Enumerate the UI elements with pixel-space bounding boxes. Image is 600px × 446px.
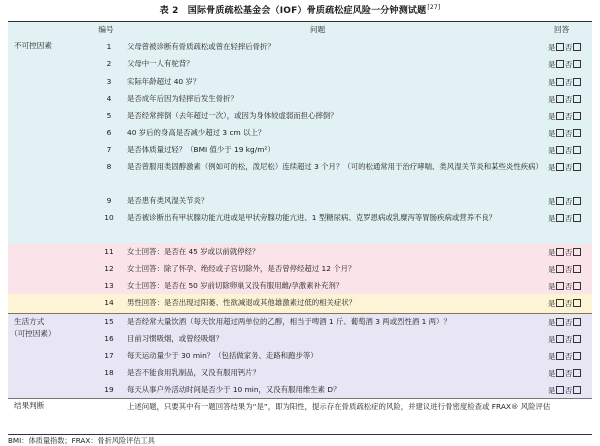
table-title bbox=[0, 3, 600, 16]
table-row bbox=[8, 158, 592, 192]
row-number: 13 bbox=[104, 281, 114, 290]
row-number: 4 bbox=[106, 94, 112, 103]
answer-no-checkbox[interactable] bbox=[573, 112, 581, 120]
answer-no-checkbox[interactable] bbox=[573, 60, 581, 68]
question-text: 女士回答：是否在 50 岁前切除卵巢又没有服用雌/孕激素补充剂？ bbox=[127, 281, 344, 290]
answer-cell bbox=[548, 351, 598, 362]
row-number: 1 bbox=[106, 42, 112, 51]
table-title-reference: [27] bbox=[427, 4, 441, 11]
answer-no-label: 否 bbox=[564, 369, 573, 378]
question-text: 是否不能食用乳制品，又没有服用钙片？ bbox=[127, 368, 261, 377]
answer-no-checkbox[interactable] bbox=[573, 248, 581, 256]
header-answer: 回答 bbox=[554, 25, 570, 34]
answer-yes-checkbox[interactable] bbox=[556, 352, 564, 360]
answer-no-label: 否 bbox=[564, 163, 573, 172]
bottom-rule bbox=[8, 434, 592, 435]
answer-no-checkbox[interactable] bbox=[573, 95, 581, 103]
answer-cell bbox=[548, 213, 598, 224]
row-number: 18 bbox=[104, 368, 114, 377]
question-text: 男性回答：是否出现过阳萎、性欲减退或其他雄激素过低的相关症状？ bbox=[127, 298, 357, 307]
answer-yes-checkbox[interactable] bbox=[556, 282, 564, 290]
answer-yes-label: 是 bbox=[548, 146, 556, 155]
answer-no-label: 否 bbox=[564, 60, 573, 69]
answer-no-label: 否 bbox=[564, 335, 573, 344]
table-row bbox=[8, 90, 592, 107]
answer-yes-checkbox[interactable] bbox=[556, 248, 564, 256]
answer-cell bbox=[548, 128, 598, 139]
answer-yes-checkbox[interactable] bbox=[556, 112, 564, 120]
answer-yes-checkbox[interactable] bbox=[556, 129, 564, 137]
answer-yes-label: 是 bbox=[548, 163, 556, 172]
row-number: 16 bbox=[104, 334, 114, 343]
table-row bbox=[8, 55, 592, 73]
question-text: 每天运动量少于 30 min？（包括做家务、走路和跑步等） bbox=[127, 351, 318, 360]
answer-no-label: 否 bbox=[564, 146, 573, 155]
answer-no-checkbox[interactable] bbox=[573, 318, 581, 326]
answer-no-label: 否 bbox=[564, 265, 573, 274]
category-lifestyle: 生活方式 bbox=[14, 317, 45, 326]
category-result: 结果判断 bbox=[14, 401, 45, 410]
question-text: 目前习惯吸烟，或曾经吸烟？ bbox=[127, 334, 224, 343]
row-number: 3 bbox=[106, 77, 112, 86]
row-number: 12 bbox=[104, 264, 114, 273]
header-question: 问题 bbox=[310, 25, 326, 34]
answer-no-checkbox[interactable] bbox=[573, 335, 581, 343]
answer-cell bbox=[548, 42, 598, 53]
answer-yes-checkbox[interactable] bbox=[556, 43, 564, 51]
answer-cell bbox=[548, 281, 598, 292]
answer-cell bbox=[548, 196, 598, 207]
table-row bbox=[8, 381, 592, 398]
answer-cell bbox=[548, 385, 598, 396]
answer-cell bbox=[548, 94, 598, 105]
answer-yes-label: 是 bbox=[548, 248, 556, 257]
answer-no-label: 否 bbox=[564, 95, 573, 104]
row-number: 5 bbox=[106, 111, 112, 120]
table-row bbox=[8, 209, 592, 243]
answer-yes-label: 是 bbox=[548, 282, 556, 291]
answer-cell bbox=[548, 145, 598, 156]
answer-yes-checkbox[interactable] bbox=[556, 335, 564, 343]
question-text: 是否曾服用类固醇激素（例如可的松，泼尼松）连续超过 3 个月？（可的松通常用于治疗哮喘、类风湿关节炎和某些炎性疾病） bbox=[127, 162, 543, 171]
answer-no-checkbox[interactable] bbox=[573, 129, 581, 137]
row-number: 7 bbox=[106, 145, 112, 154]
result-rule bbox=[8, 398, 592, 399]
table-row bbox=[8, 364, 592, 381]
question-text: 是否经常大量饮酒（每天饮用超过两单位的乙醇，相当于啤酒 1 斤、葡萄酒 3 两或烈性酒 1 两）？ bbox=[127, 317, 451, 326]
answer-no-checkbox[interactable] bbox=[573, 163, 581, 171]
row-number: 15 bbox=[104, 317, 114, 326]
table-row bbox=[8, 38, 592, 55]
answer-no-checkbox[interactable] bbox=[573, 214, 581, 222]
question-text: 女士回答：除了怀孕、绝经或子宫切除外，是否曾停经超过 12 个月？ bbox=[127, 264, 356, 273]
question-text: 是否患有类风湿关节炎？ bbox=[127, 196, 209, 205]
answer-yes-label: 是 bbox=[548, 197, 556, 206]
answer-yes-label: 是 bbox=[548, 335, 556, 344]
answer-no-label: 否 bbox=[564, 282, 573, 291]
row-number: 6 bbox=[106, 128, 112, 137]
answer-cell bbox=[548, 59, 598, 70]
answer-no-checkbox[interactable] bbox=[573, 282, 581, 290]
table-row bbox=[8, 124, 592, 141]
question-text: 是否被诊断出有甲状腺功能亢进或是甲状旁腺功能亢进、1 型糖尿病、克罗恩病或乳糜泻等胃肠疾病或营养不良？ bbox=[127, 213, 497, 222]
answer-cell bbox=[548, 77, 598, 88]
answer-yes-checkbox[interactable] bbox=[556, 197, 564, 205]
answer-yes-checkbox[interactable] bbox=[556, 265, 564, 273]
row-number: 2 bbox=[106, 59, 112, 68]
answer-no-checkbox[interactable] bbox=[573, 146, 581, 154]
row-number: 10 bbox=[104, 213, 114, 222]
answer-no-checkbox[interactable] bbox=[573, 265, 581, 273]
answer-no-checkbox[interactable] bbox=[573, 369, 581, 377]
answer-no-label: 否 bbox=[564, 299, 573, 308]
answer-no-label: 否 bbox=[564, 197, 573, 206]
question-text: 是否经常摔倒（去年超过一次），或因为身体较虚弱而担心摔倒？ bbox=[127, 111, 338, 120]
answer-yes-label: 是 bbox=[548, 299, 556, 308]
answer-yes-checkbox[interactable] bbox=[556, 386, 564, 394]
answer-yes-label: 是 bbox=[548, 265, 556, 274]
lifestyle-rule bbox=[8, 313, 592, 314]
answer-no-label: 否 bbox=[564, 43, 573, 52]
answer-yes-label: 是 bbox=[548, 386, 556, 395]
answer-cell bbox=[548, 334, 598, 345]
category-uncontrollable: 不可控因素 bbox=[14, 41, 52, 50]
answer-cell bbox=[548, 368, 598, 379]
answer-yes-label: 是 bbox=[548, 369, 556, 378]
answer-no-checkbox[interactable] bbox=[573, 43, 581, 51]
footnote: BMI：体质量指数；FRAX：骨折风险评估工具 bbox=[8, 436, 155, 445]
table-title-text: 表 2 国际骨质疏松基金会（IOF）骨质疏松症风险一分钟测试题 bbox=[159, 6, 427, 16]
answer-no-label: 否 bbox=[564, 112, 573, 121]
answer-yes-label: 是 bbox=[548, 318, 556, 327]
answer-yes-checkbox[interactable] bbox=[556, 146, 564, 154]
category-lifestyle-controllable: （可控因素） bbox=[10, 329, 56, 338]
row-number: 11 bbox=[104, 247, 114, 256]
table-row bbox=[8, 73, 592, 90]
answer-no-label: 否 bbox=[564, 248, 573, 257]
answer-yes-checkbox[interactable] bbox=[556, 60, 564, 68]
answer-yes-label: 是 bbox=[548, 214, 556, 223]
answer-yes-checkbox[interactable] bbox=[556, 95, 564, 103]
answer-no-checkbox[interactable] bbox=[573, 197, 581, 205]
answer-yes-label: 是 bbox=[548, 60, 556, 69]
row-number: 17 bbox=[104, 351, 114, 360]
table-row bbox=[8, 192, 592, 209]
answer-yes-label: 是 bbox=[548, 78, 556, 87]
answer-yes-label: 是 bbox=[548, 352, 556, 361]
question-text: 父母曾被诊断有骨质疏松或曾在轻摔后骨折？ bbox=[127, 42, 275, 51]
answer-cell bbox=[548, 264, 598, 275]
answer-no-label: 否 bbox=[564, 318, 573, 327]
question-text: 每天从事户外活动时间是否少于 10 min，又没有服用维生素 D？ bbox=[127, 385, 341, 394]
answer-cell bbox=[548, 247, 598, 258]
row-number: 9 bbox=[106, 196, 112, 205]
answer-yes-checkbox[interactable] bbox=[556, 369, 564, 377]
answer-no-label: 否 bbox=[564, 129, 573, 138]
question-text: 女士回答：是否在 45 岁或以前就停经？ bbox=[127, 247, 260, 256]
question-text: 实际年龄超过 40 岁？ bbox=[127, 77, 201, 86]
answer-yes-label: 是 bbox=[548, 43, 556, 52]
header-number: 编号 bbox=[98, 25, 114, 34]
question-text: 40 岁后的身高是否减少超过 3 cm 以上？ bbox=[127, 128, 266, 137]
question-text: 是否成年后因为轻摔后发生骨折？ bbox=[127, 94, 238, 103]
answer-yes-checkbox[interactable] bbox=[556, 163, 564, 171]
answer-yes-checkbox[interactable] bbox=[556, 299, 564, 307]
answer-no-label: 否 bbox=[564, 78, 573, 87]
answer-no-checkbox[interactable] bbox=[573, 78, 581, 86]
table-row bbox=[8, 107, 592, 124]
result-text: 上述问题，只要其中有一题回答结果为“是”，即为阳性，提示存在骨质疏松症的风险，并建议进行骨密度检查或 FRAX® 风险评估 bbox=[127, 402, 551, 411]
answer-no-checkbox[interactable] bbox=[573, 386, 581, 394]
question-text: 父母中一人有驼背？ bbox=[127, 59, 194, 68]
question-text: 是否体质量过轻？（BMI 值少于 19 kg/m²） bbox=[127, 145, 275, 154]
table-row bbox=[8, 294, 592, 313]
row-number: 14 bbox=[104, 298, 114, 307]
table-row bbox=[8, 313, 592, 330]
table-row bbox=[8, 260, 592, 277]
table-row bbox=[8, 277, 592, 294]
table-row bbox=[8, 347, 592, 364]
table-row bbox=[8, 141, 592, 158]
answer-no-label: 否 bbox=[564, 352, 573, 361]
answer-yes-label: 是 bbox=[548, 129, 556, 138]
row-number: 8 bbox=[106, 162, 112, 171]
answer-yes-checkbox[interactable] bbox=[556, 78, 564, 86]
answer-yes-checkbox[interactable] bbox=[556, 318, 564, 326]
answer-no-label: 否 bbox=[564, 386, 573, 395]
answer-yes-checkbox[interactable] bbox=[556, 214, 564, 222]
table-row bbox=[8, 243, 592, 260]
answer-yes-label: 是 bbox=[548, 112, 556, 121]
table-row bbox=[8, 330, 592, 347]
answer-yes-label: 是 bbox=[548, 95, 556, 104]
answer-cell bbox=[548, 298, 598, 309]
answer-no-checkbox[interactable] bbox=[573, 299, 581, 307]
answer-no-label: 否 bbox=[564, 214, 573, 223]
row-number: 19 bbox=[104, 385, 114, 394]
answer-no-checkbox[interactable] bbox=[573, 352, 581, 360]
answer-cell bbox=[548, 162, 598, 173]
answer-cell bbox=[548, 317, 598, 328]
answer-cell bbox=[548, 111, 598, 122]
